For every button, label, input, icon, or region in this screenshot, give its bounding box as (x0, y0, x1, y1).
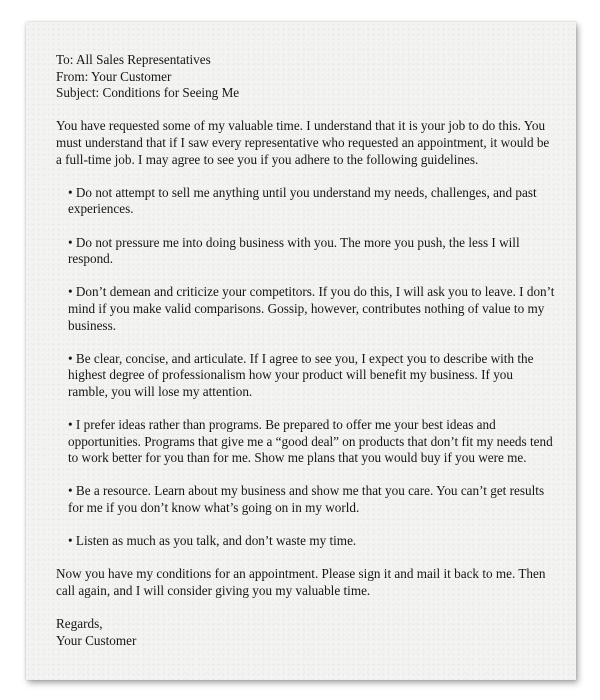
guideline-item: • Don’t demean and criticize your competitors. If you do this, I will ask you to leave. I don’t mind if you make valid comparisons. Gossip, however, contributes nothing of value to my business. (68, 284, 555, 333)
guideline-item: • Do not pressure me into doing business with you. The more you push, the less I will respond. (68, 234, 520, 267)
guideline-item: • Do not attempt to sell me anything until you understand my needs, challenges, and past experiences. (68, 184, 537, 217)
guideline-item: • I prefer ideas rather than programs. Be prepared to offer me your best ideas and opportunities. Programs that give me a “good deal” on products that don’t fit my needs tend to work better for you than for me. Show me plans that you would buy if you were me. (68, 417, 553, 466)
closing-salutation: Regards, (56, 616, 103, 632)
closing-signature: Your Customer (56, 632, 137, 648)
header-subject: Subject: Conditions for Seeing Me (56, 85, 240, 101)
conclusion-paragraph: Now you have my conditions for an appointment. Please sign it and mail it back to me. Then call again, and I will consider giving you my valuable time. (56, 566, 546, 598)
guideline-item: • Be a resource. Learn about my business and show me that you care. You can’t get results for me if you don’t know what’s going on in my world. (68, 483, 545, 516)
header-from: From: Your Customer (56, 68, 172, 84)
guideline-item: • Listen as much as you talk, and don’t waste my time. (68, 533, 357, 549)
intro-paragraph: You have requested some of my valuable time. I understand that it is your job to do this. You must understand that if I saw every representative who requested an appointment, it would be a full-time job. I may agree to see you if you adhere to the following guidelines. (56, 118, 550, 167)
header-to: To: All Sales Representatives (56, 52, 211, 67)
letter-body (56, 52, 556, 649)
guideline-item: • Be clear, concise, and articulate. If I agree to see you, I expect you to describe with the highest degree of professionalism how your product will benefit my business. If you ramble, you will lose my attention. (68, 350, 534, 399)
